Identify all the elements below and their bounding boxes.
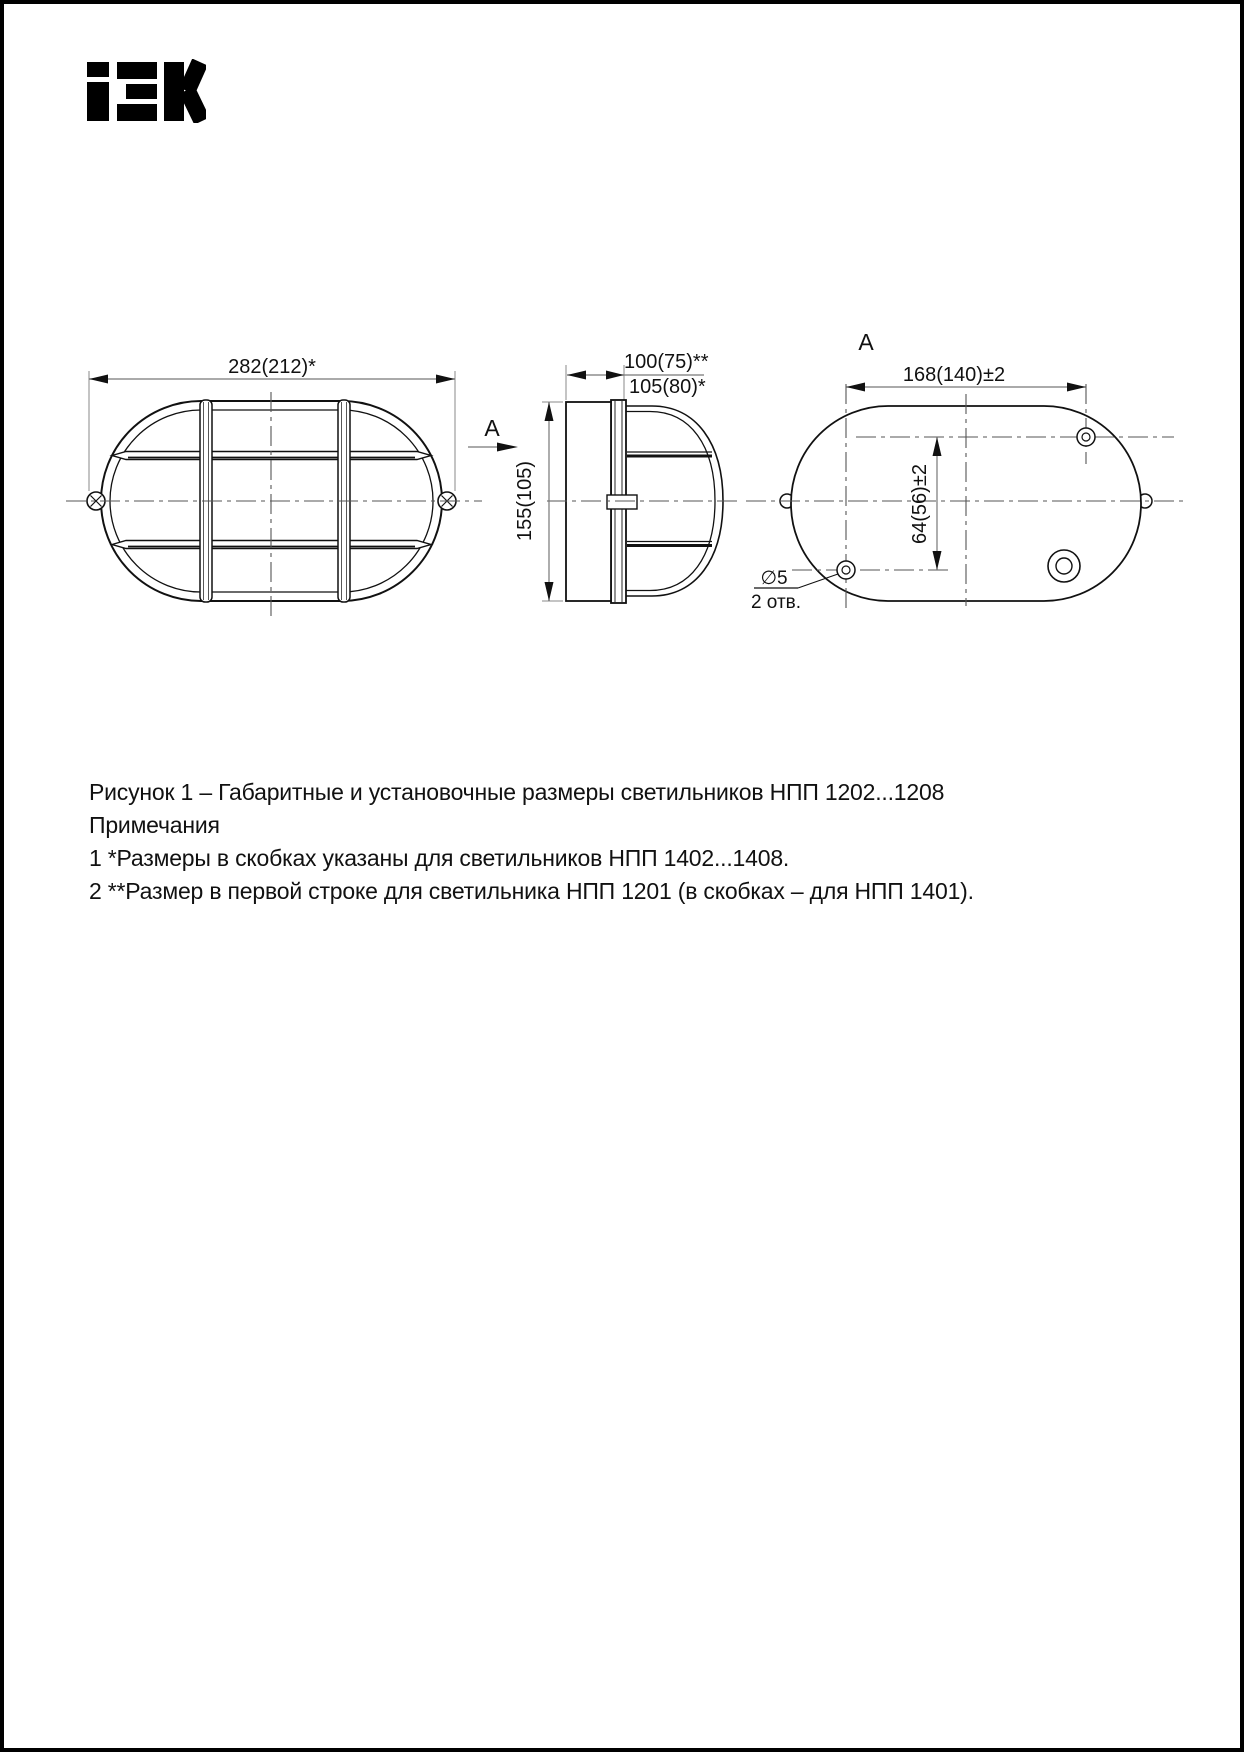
- dim-arrow-right: [436, 375, 455, 384]
- side-height-arrow-bottom: [545, 582, 554, 601]
- hole-diameter-label: ∅5: [760, 568, 788, 589]
- rear-view-title: A: [858, 329, 874, 355]
- rear-dim-arrow-right: [1067, 383, 1086, 392]
- iek-logo: [84, 59, 206, 123]
- front-view: [66, 356, 482, 616]
- technical-drawing: [4, 284, 1244, 624]
- side-mounting-tab: [607, 495, 637, 509]
- side-dim-arrow-left: [567, 371, 586, 380]
- logo-k-lower-leg: [187, 90, 202, 121]
- side-height-arrow-top: [545, 402, 554, 421]
- view-direction-arrow: [468, 415, 518, 452]
- side-depth-dim-label-2: 105(80)*: [629, 376, 706, 398]
- logo-i-dot: [87, 62, 109, 77]
- side-height-dim-label: 155(105): [514, 460, 536, 542]
- logo-e-bottom: [117, 104, 157, 121]
- side-cage-bars: [627, 452, 712, 546]
- rear-width-dim-label: 168(140)±2: [902, 364, 1006, 386]
- hole-count-label: 2 отв.: [750, 592, 802, 613]
- view-arrow-head: [497, 443, 518, 452]
- logo-k-upper-arm: [187, 62, 200, 91]
- notes-heading: Примечания: [89, 812, 220, 838]
- side-extension-lines: [566, 365, 624, 400]
- rear-dim-arrow-left: [846, 383, 865, 392]
- logo-e-top: [117, 62, 157, 79]
- note-1: 1 *Размеры в скобках указаны для светильников НПП 1402...1408.: [89, 845, 790, 871]
- rear-mounting-hole-lower: [837, 561, 855, 579]
- rear-view-a: [746, 329, 1184, 613]
- logo-e-mid: [126, 84, 157, 99]
- side-view: [514, 351, 740, 603]
- logo-k-stem: [164, 62, 184, 121]
- rear-cable-entry: [1048, 550, 1080, 582]
- side-depth-dim-label-1: 100(75)**: [624, 351, 709, 373]
- front-width-dim-label: 282(212)*: [228, 356, 316, 378]
- view-arrow-label: A: [484, 415, 500, 441]
- side-dim-arrow-right: [606, 371, 624, 380]
- logo-i-stem: [87, 82, 109, 121]
- iek-logo-glyphs: [87, 62, 202, 121]
- rear-height-dim-label: 64(56)±2: [909, 464, 931, 544]
- figure-title: Рисунок 1 – Габаритные и установочные размеры светильников НПП 1202...1208: [89, 779, 945, 805]
- note-2: 2 **Размер в первой строке для светильника НПП 1201 (в скобках – для НПП 1401).: [89, 878, 974, 904]
- figure-caption-block: [89, 776, 1189, 908]
- rear-mounting-hole-upper: [1077, 428, 1095, 446]
- dim-arrow-left: [89, 375, 108, 384]
